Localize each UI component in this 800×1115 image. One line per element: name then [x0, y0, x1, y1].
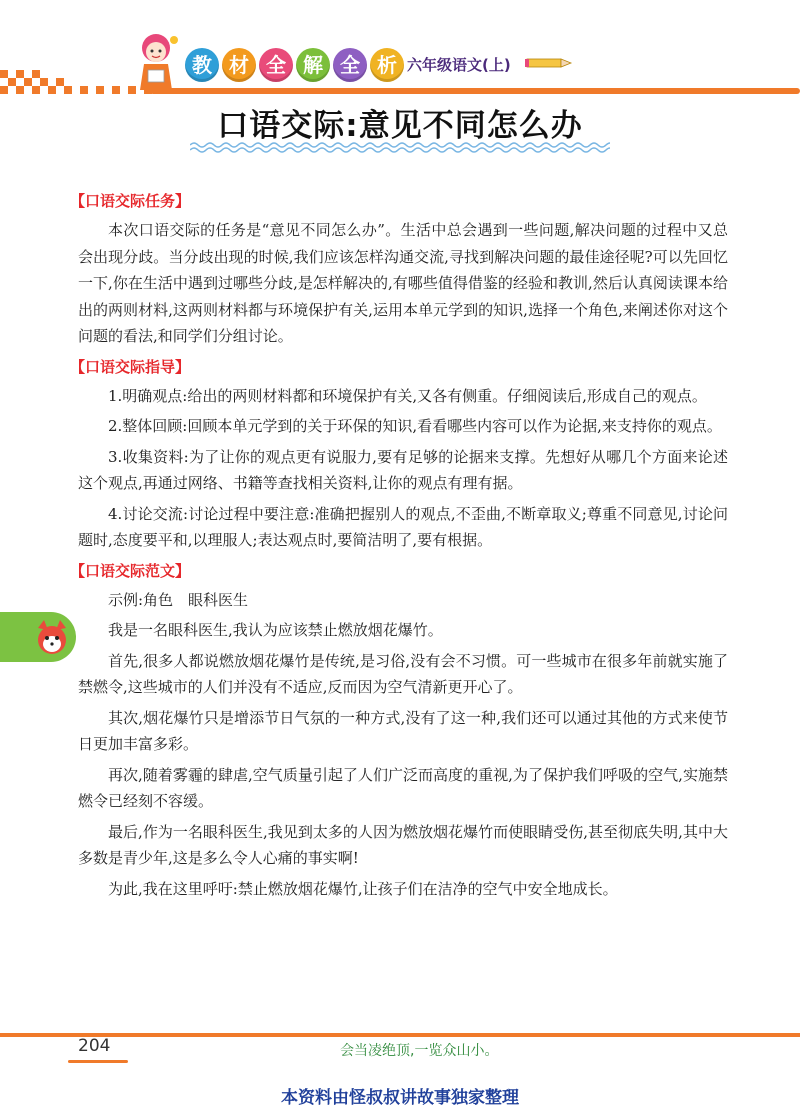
fox-mascot-icon — [32, 618, 72, 658]
pixel-square — [24, 78, 32, 86]
pixel-square — [48, 86, 56, 94]
pixel-square — [0, 70, 8, 78]
series-char: 析 — [370, 48, 404, 82]
section-tag-task: 【口语交际任务】 — [70, 192, 191, 210]
sample-paragraph: 再次,随着雾霾的肆虐,空气质量引起了人们广泛而高度的重视,为了保护我们呼吸的空气,实施禁燃令已经刻不容缓。 — [78, 765, 728, 810]
header-rule — [150, 88, 800, 94]
pencil-icon — [525, 52, 573, 74]
task-paragraph: 本次口语交际的任务是“意见不同怎么办”。生活中总会遇到一些问题,解决问题的过程中又总会出现分歧。当分歧出现的时候,我们应该怎样沟通交流,寻找到解决问题的最佳途径呢?可以先回忆一下,你在生活中遇到过哪些分歧,是怎样解决的,有哪些值得借鉴的经验和教训,然后认真阅读课本给出的两则材料,这两则材料都与环境保护有关,运用本单元学到的知识,选择一个角色,来阐述你对这个问题的看法,和同学们分组讨论。 — [78, 221, 728, 345]
pixel-square — [32, 70, 40, 78]
page-number: 204 — [78, 1036, 111, 1056]
series-char: 材 — [222, 48, 256, 82]
series-char: 全 — [333, 48, 367, 82]
girl-mascot-icon — [130, 30, 182, 96]
sample-paragraph: 最后,作为一名眼科医生,我见到太多的人因为燃放烟花爆竹而使眼睛受伤,甚至彻底失明,其中大多数是青少年,这是多么令人心痛的事实啊! — [78, 822, 728, 867]
pixel-square — [56, 78, 64, 86]
sample-paragraph: 为此,我在这里呼吁:禁止燃放烟花爆竹,让孩子们在洁净的空气中安全地成长。 — [108, 879, 618, 898]
series-char: 教 — [185, 48, 219, 82]
sample-paragraph: 我是一名眼科医生,我认为应该禁止燃放烟花爆竹。 — [108, 621, 443, 639]
pixel-square — [16, 86, 24, 94]
pixel-square — [0, 86, 8, 94]
sample-intro: 示例:角色 眼科医生 — [108, 590, 249, 609]
watermark-text: 本资料由怪叔叔讲故事独家整理 — [281, 1088, 519, 1108]
guide-paragraph: 3.收集资料:为了让你的观点更有说服力,要有足够的论据来支撑。先想好从哪几个方面来论述这个观点,再通过网络、书籍等查找相关资料,让你的观点有理有据。 — [78, 447, 728, 492]
sample-paragraph: 其次,烟花爆竹只是增添节日气氛的一种方式,没有了这一种,我们还可以通过其他的方式来使节日更加丰富多彩。 — [78, 708, 728, 753]
title-wave-divider — [190, 140, 610, 154]
section-tag-sample: 【口语交际范文】 — [70, 561, 191, 580]
footer-rule — [0, 1033, 800, 1037]
main-content — [70, 188, 728, 906]
guide-paragraph: 2.整体回顾:回顾本单元学到的关于环保的知识,看看哪些内容可以作为论据,来支持你的观点。 — [108, 417, 722, 435]
page-number-underline — [68, 1060, 128, 1063]
series-title — [185, 48, 404, 82]
pixel-square — [40, 78, 48, 86]
pixel-square — [64, 86, 72, 94]
sample-paragraph: 首先,很多人都说燃放烟花爆竹是传统,是习俗,没有会不习惯。可一些城市在很多年前就实施了禁燃令,这些城市的人们并没有不适应,反而因为空气清新更开心了。 — [78, 651, 728, 696]
pixel-square — [8, 78, 16, 86]
section-tag-guide: 【口语交际指导】 — [70, 357, 191, 376]
guide-paragraph: 1.明确观点:给出的两则材料都和环境保护有关,又各有侧重。仔细阅读后,形成自己的观点。 — [108, 386, 707, 405]
pixel-square — [32, 86, 40, 94]
page-title: 口语交际:意见不同怎么办 — [217, 108, 583, 144]
series-char: 全 — [259, 48, 293, 82]
footer-quote: 会当凌绝顶,一览众山小。 — [340, 1043, 499, 1059]
pixel-square — [80, 86, 88, 94]
page-header — [0, 30, 800, 100]
pixel-square — [96, 86, 104, 94]
pixel-square — [16, 70, 24, 78]
series-char: 解 — [296, 48, 330, 82]
pixel-square — [112, 86, 120, 94]
grade-label: 六年级语文(上) — [407, 56, 511, 74]
guide-paragraph: 4.讨论交流:讨论过程中要注意:准确把握别人的观点,不歪曲,不断章取义;尊重不同意见,讨论问题时,态度要平和,以理服人;表达观点时,要简洁明了,要有根据。 — [78, 504, 728, 549]
